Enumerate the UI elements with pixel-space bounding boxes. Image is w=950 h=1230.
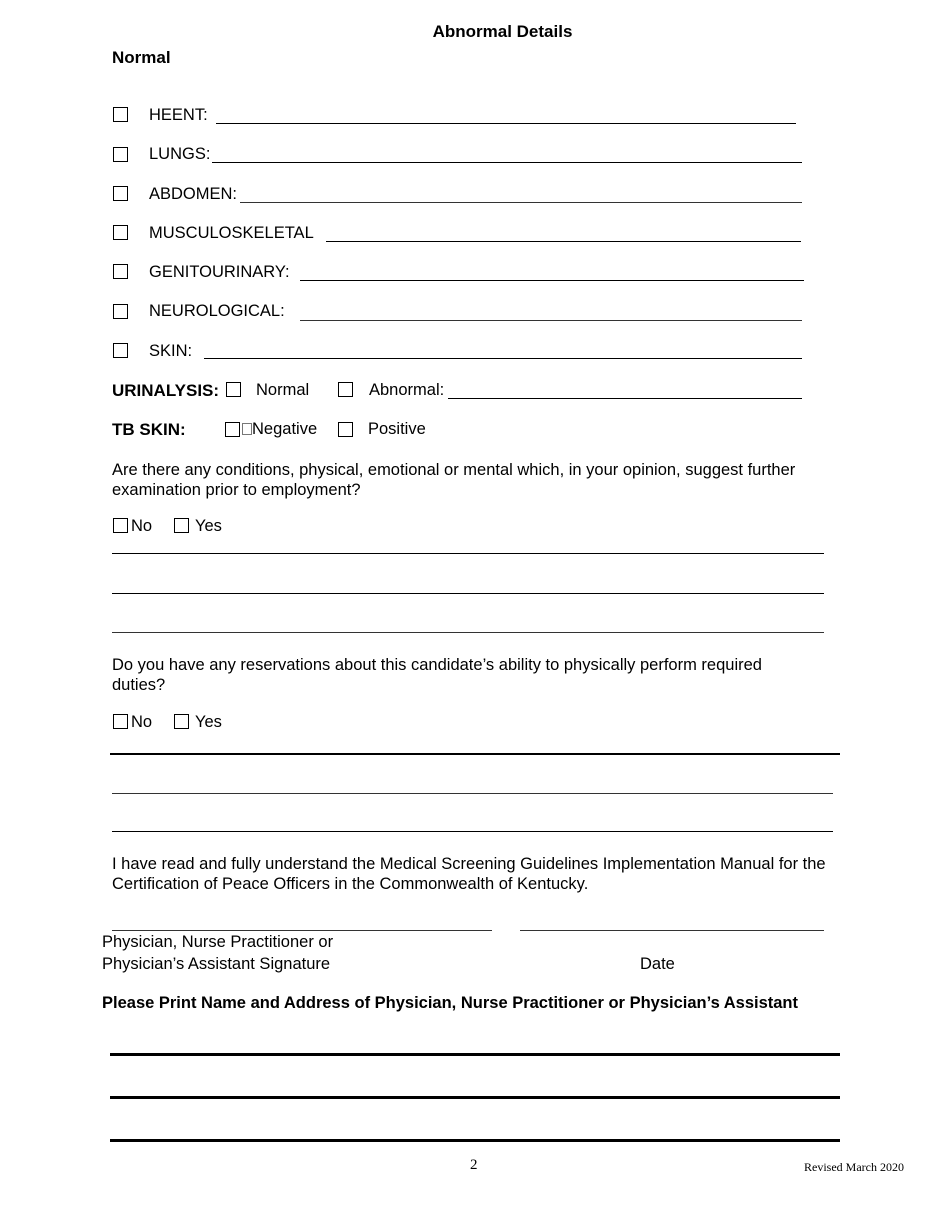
musculoskeletal-normal-checkbox[interactable] [113, 225, 128, 240]
question2-explanation-line-2[interactable] [112, 793, 833, 794]
question2-no-checkbox[interactable] [113, 714, 128, 729]
question2-explanation-line-3[interactable] [112, 831, 833, 832]
urinalysis-abnormal-checkbox[interactable] [338, 382, 353, 397]
signature-label-line1: Physician, Nurse Practitioner or [102, 933, 334, 951]
skin-details-line[interactable] [204, 358, 802, 359]
print-name-line-1[interactable] [110, 1053, 840, 1056]
signature-line[interactable] [112, 930, 492, 931]
urinalysis-normal-label: Normal [256, 381, 310, 399]
abdomen-details-line[interactable] [240, 202, 802, 203]
question1-explanation-line-1[interactable] [112, 553, 824, 554]
question2-text: Do you have any reservations about this candidate’s ability to physically perform required duties? [112, 656, 762, 694]
date-label: Date [640, 955, 675, 973]
page-number: 2 [470, 1157, 478, 1173]
abdomen-label: ABDOMEN: [149, 185, 238, 203]
genitourinary-label: GENITOURINARY: [149, 263, 290, 281]
revision-date: Revised March 2020 [804, 1160, 904, 1174]
urinalysis-normal-checkbox[interactable] [226, 382, 241, 397]
question2-yes-checkbox[interactable] [174, 714, 189, 729]
urinalysis-abnormal-label: Abnormal: [369, 381, 445, 399]
print-name-line-3[interactable] [110, 1139, 840, 1142]
musculoskeletal-details-line[interactable] [326, 241, 801, 242]
question1-explanation-line-3[interactable] [112, 632, 824, 633]
neurological-label: NEUROLOGICAL: [149, 302, 285, 320]
skin-label: SKIN: [149, 342, 193, 360]
abdomen-normal-checkbox[interactable] [113, 186, 128, 201]
print-name-line-2[interactable] [110, 1096, 840, 1099]
heent-normal-checkbox[interactable] [113, 107, 128, 122]
neurological-normal-checkbox[interactable] [113, 304, 128, 319]
page-title: Abnormal Details [432, 22, 573, 41]
normal-column-label: Normal [112, 48, 171, 67]
missing-glyph-box-icon [242, 423, 252, 435]
question1-yes-checkbox[interactable] [174, 518, 189, 533]
skin-normal-checkbox[interactable] [113, 343, 128, 358]
question1-no-label: No [131, 517, 153, 535]
tb-negative-checkbox[interactable] [225, 422, 240, 437]
lungs-normal-checkbox[interactable] [113, 147, 128, 162]
neurological-details-line[interactable] [300, 320, 802, 321]
genitourinary-normal-checkbox[interactable] [113, 264, 128, 279]
tb-skin-label: TB SKIN: [112, 420, 186, 439]
lungs-label: LUNGS: [149, 145, 211, 163]
urinalysis-abnormal-line[interactable] [448, 398, 802, 399]
heent-label: HEENT: [149, 106, 208, 124]
tb-positive-label: Positive [368, 420, 426, 438]
question1-explanation-line-2[interactable] [112, 593, 824, 594]
tb-negative-text: Negative [252, 420, 318, 438]
question1-text: Are there any conditions, physical, emotional or mental which, in your opinion, suggest further examination prior to employment? [112, 461, 796, 499]
question1-no-checkbox[interactable] [113, 518, 128, 533]
tb-positive-checkbox[interactable] [338, 422, 353, 437]
date-line[interactable] [520, 930, 824, 931]
print-name-heading: Please Print Name and Address of Physician, Nurse Practitioner or Physician’s Assistant [102, 994, 798, 1012]
question2-explanation-line-1[interactable] [110, 753, 840, 755]
question2-yes-label: Yes [195, 713, 222, 731]
lungs-details-line[interactable] [212, 162, 802, 163]
urinalysis-label: URINALYSIS: [112, 381, 220, 400]
certification-statement: I have read and fully understand the Medical Screening Guidelines Implementation Manual for the Certification of Peace Officers in the Commonwealth of Kentucky. [112, 855, 826, 893]
musculoskeletal-label: MUSCULOSKELETAL [149, 224, 314, 242]
question2-no-label: No [131, 713, 153, 731]
question1-yes-label: Yes [195, 517, 222, 535]
genitourinary-details-line[interactable] [300, 280, 804, 281]
signature-label-line2: Physician’s Assistant Signature [102, 955, 331, 973]
heent-details-line[interactable] [216, 123, 796, 124]
tb-negative-label [242, 420, 317, 439]
